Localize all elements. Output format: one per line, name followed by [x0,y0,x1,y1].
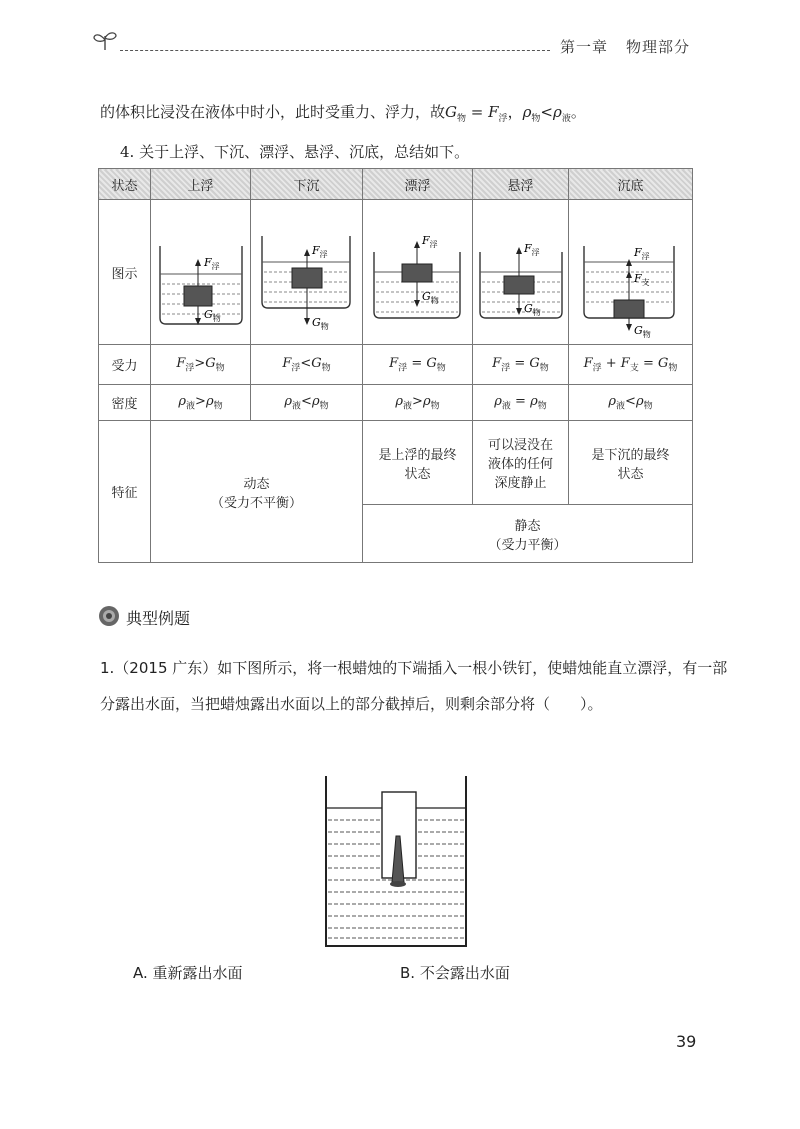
feature-static-label: 静态 [514,518,541,534]
feature-sink: 是下沉的最终状态 [569,421,693,505]
label-g: $G_物$ [203,308,221,323]
example-badge-icon [98,605,120,627]
table-header: 上浮 [151,169,251,200]
svg-text:G物: $G_物$ [633,324,651,339]
svg-text:G物: $G_物$ [421,290,439,305]
label-f: $F_浮$ [203,256,220,271]
density-cell: $\rho_液>\rho_物$ [363,385,473,421]
eq-lt: < [540,103,553,121]
diagram-float [363,200,473,345]
eq-f: $F_浮$ [488,103,508,124]
eq-sep: ， [507,103,523,121]
row-label: 特征 [99,421,151,563]
feature-static-note: （受力平衡） [488,537,567,553]
section-title: 典型例题 [126,609,191,628]
svg-text:F浮: $F_浮$ [523,242,540,257]
density-cell: $\rho_液<\rho_物$ [251,385,363,421]
eq-g: $G_物$ [445,103,467,124]
table-row-feature [99,421,693,505]
candle-figure [320,772,472,948]
table-row-force [99,345,693,385]
diagram-suspend [473,200,569,345]
force-cell: $F_浮 = G_物$ [473,345,569,385]
density-cell: $\rho_液<\rho_物$ [569,385,693,421]
svg-text:F浮: $F_浮$ [633,246,650,261]
question-text: 1.（2015 广东）如下图所示，将一根蜡烛的下端插入一根小铁钉，使蜡烛能直立漂浮，有一部分露出水面，当把蜡烛露出水面以上的部分截掉后，则剩余部分将（ ）。 [100,659,728,713]
svg-text:G物: $G_物$ [311,316,329,331]
svg-text:G物: $G_物$ [523,302,541,317]
intro-text: 的体积比浸没在液体中时小，此时受重力、浮力，故 [100,103,446,121]
svg-text:F浮: $F_浮$ [311,244,328,259]
eq-rho1: $\rho_物$ [522,103,541,124]
force-cell: $F_浮<G_物$ [251,345,363,385]
summary-intro: 4. 关于上浮、下沉、漂浮、悬浮、沉底，总结如下。 [120,143,470,161]
running-header [560,36,690,57]
table-row-density [99,385,693,421]
feature-static [363,505,693,563]
diagram-sink [251,200,363,345]
row-label: 受力 [99,345,151,385]
header-rule [120,50,550,51]
table-header: 下沉 [251,169,363,200]
density-cell: $\rho_液 = \rho_物$ [473,385,569,421]
eq-rho2: $\rho_液$ [553,103,571,124]
svg-text:F浮: $F_浮$ [421,234,438,249]
table-header: 状态 [99,169,151,200]
diagram-bottom [569,200,693,345]
option-a[interactable]: A. 重新露出水面 [133,964,243,982]
feature-suspend: 可以浸没在液体的任何深度静止 [473,421,569,505]
summary-table [98,168,693,563]
feature-dynamic [151,421,363,563]
density-cell: $\rho_液>\rho_物$ [151,385,251,421]
diagram-rise [151,200,251,345]
chapter-label: 第一章 [560,38,609,56]
force-cell: $F_浮 + F_支 = G_物$ [569,345,693,385]
force-cell: $F_浮>G_物$ [151,345,251,385]
table-header-row [99,169,693,200]
row-label: 密度 [99,385,151,421]
row-label: 图示 [99,200,151,345]
option-b[interactable]: B. 不会露出水面 [400,964,510,982]
feature-float: 是上浮的最终状态 [363,421,473,505]
svg-text:F支: $F_支$ [633,272,650,287]
feature-dynamic-label: 动态 [243,476,270,492]
table-header: 漂浮 [363,169,473,200]
table-header: 沉底 [569,169,693,200]
table-row-diagram [99,200,693,345]
eq-sign: = [466,103,489,121]
table-header: 悬浮 [473,169,569,200]
feature-dynamic-note: （受力不平衡） [210,495,302,511]
intro-end: 。 [570,103,586,121]
force-cell: $F_浮 = G_物$ [363,345,473,385]
intro-paragraph [100,100,720,131]
page-number: 39 [676,1032,697,1051]
leaf-icon [92,30,118,52]
part-label: 物理部分 [626,38,691,56]
